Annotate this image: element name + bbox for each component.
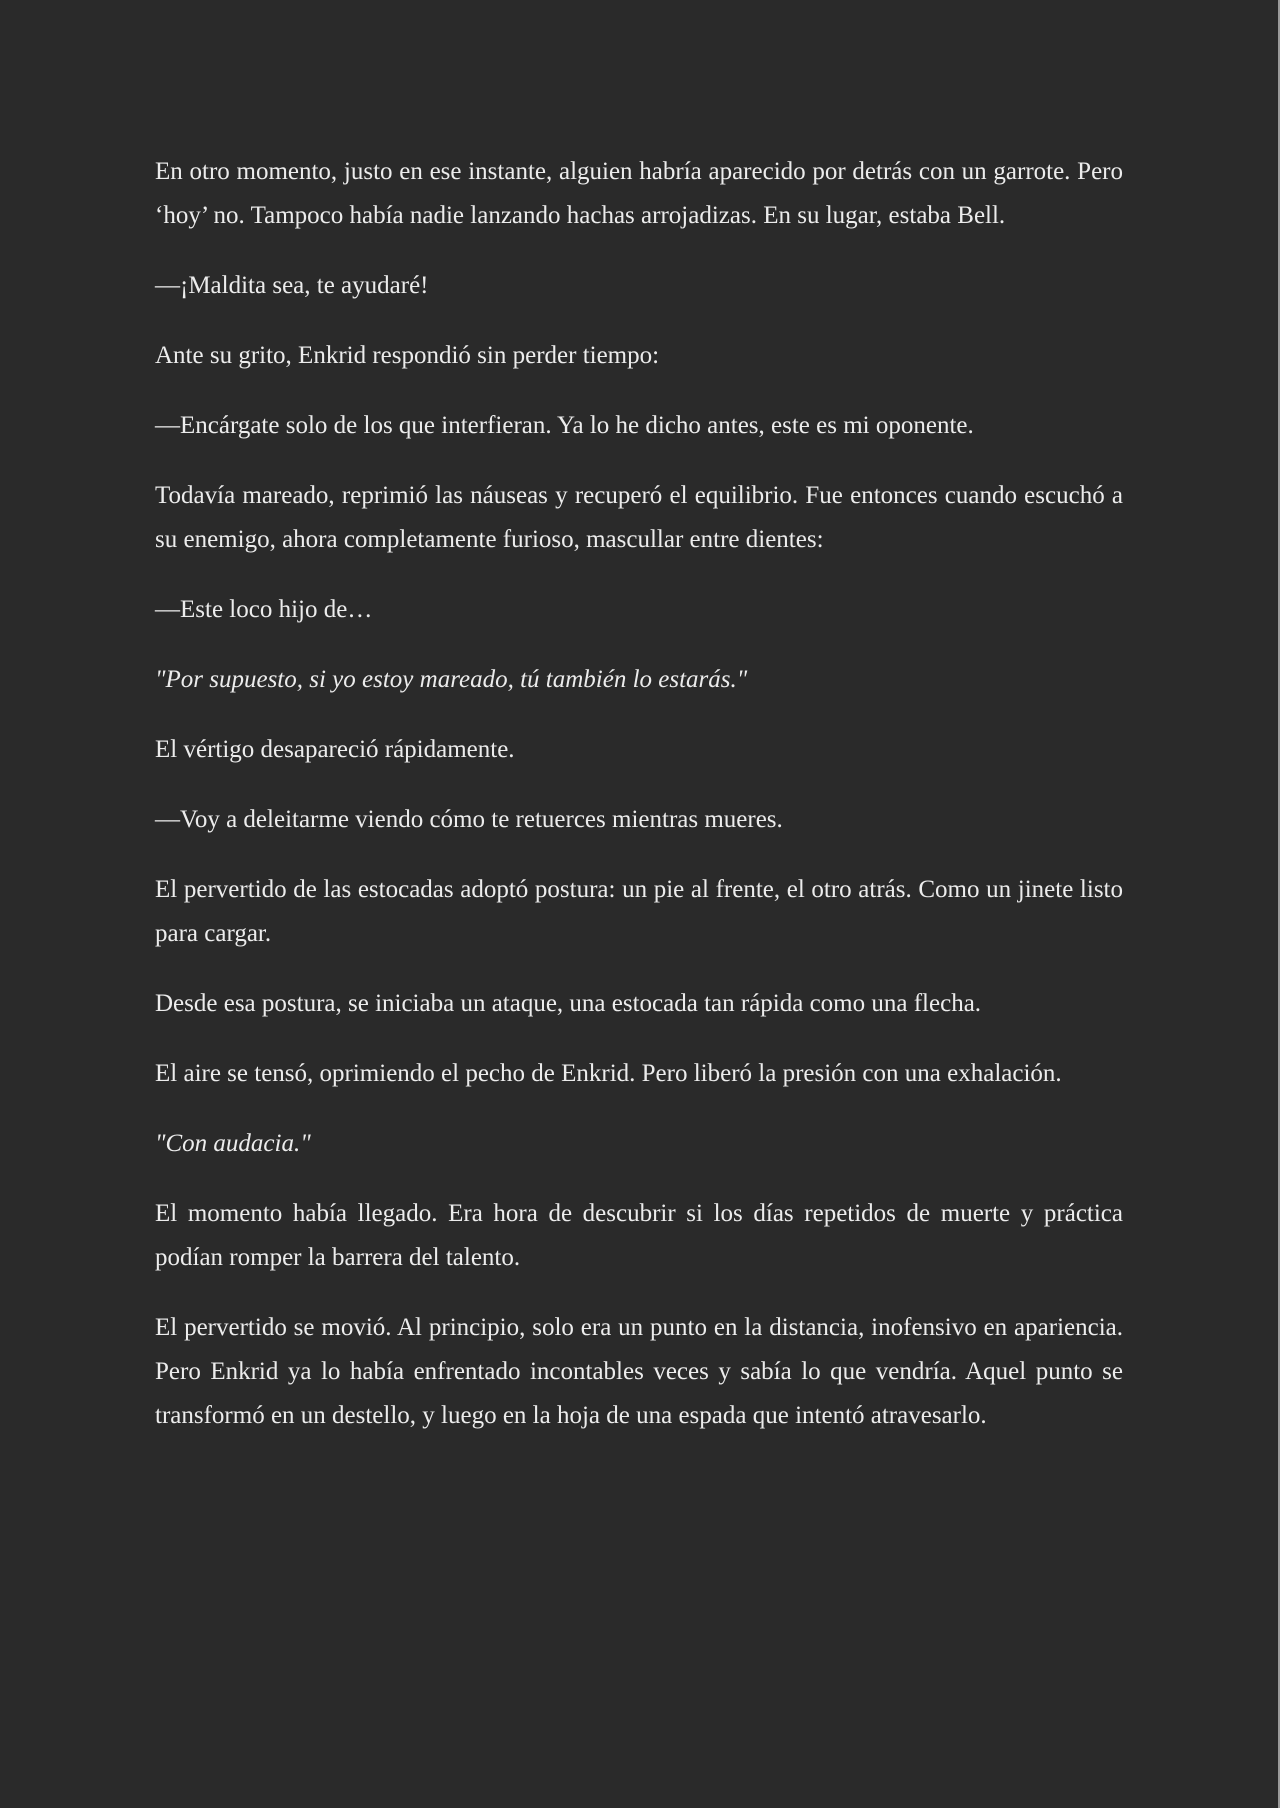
paragraph-narration: El aire se tensó, oprimiendo el pecho de Enkrid. Pero liberó la presión con una exhalación. <box>155 1060 1062 1087</box>
paragraph-narration: El pervertido se movió. Al principio, solo era un punto en la distancia, inofensivo en apariencia. Pero Enkrid ya lo había enfrentado incontables veces y sabía lo que vendría. Aquel punto se transformó en un destello, y luego en la hoja de una espada que intentó atravesarlo. <box>155 1314 1123 1429</box>
paragraph-narration: El vértigo desapareció rápidamente. <box>155 736 515 763</box>
paragraph-narration: En otro momento, justo en ese instante, alguien habría aparecido por detrás con un garrote. Pero ‘hoy’ no. Tampoco había nadie lanzando hachas arrojadizas. En su lugar, estaba Bell. <box>155 158 1123 229</box>
paragraph-dialogue: —Este loco hijo de… <box>155 596 373 623</box>
paragraph-dialogue: —Encárgate solo de los que interfieran. Ya lo he dicho antes, este es mi oponente. <box>155 412 974 439</box>
paragraph-thought: "Por supuesto, si yo estoy mareado, tú también lo estarás." <box>155 666 748 693</box>
paragraph-narration: Todavía mareado, reprimió las náuseas y recuperó el equilibrio. Fue entonces cuando escuchó a su enemigo, ahora completamente furioso, mascullar entre dientes: <box>155 482 1123 553</box>
paragraph-narration: El momento había llegado. Era hora de descubrir si los días repetidos de muerte y práctica podían romper la barrera del talento. <box>155 1200 1123 1271</box>
paragraph-thought: "Con audacia." <box>155 1130 311 1157</box>
chapter-text <box>155 150 1123 1464</box>
paragraph-dialogue: —Voy a deleitarme viendo cómo te retuerces mientras mueres. <box>155 806 783 833</box>
paragraph-dialogue: —¡Maldita sea, te ayudaré! <box>155 272 429 299</box>
paragraph-narration: Ante su grito, Enkrid respondió sin perder tiempo: <box>155 342 660 369</box>
paragraph-narration: Desde esa postura, se iniciaba un ataque, una estocada tan rápida como una flecha. <box>155 990 982 1017</box>
paragraph-narration: El pervertido de las estocadas adoptó postura: un pie al frente, el otro atrás. Como un jinete listo para cargar. <box>155 876 1123 947</box>
